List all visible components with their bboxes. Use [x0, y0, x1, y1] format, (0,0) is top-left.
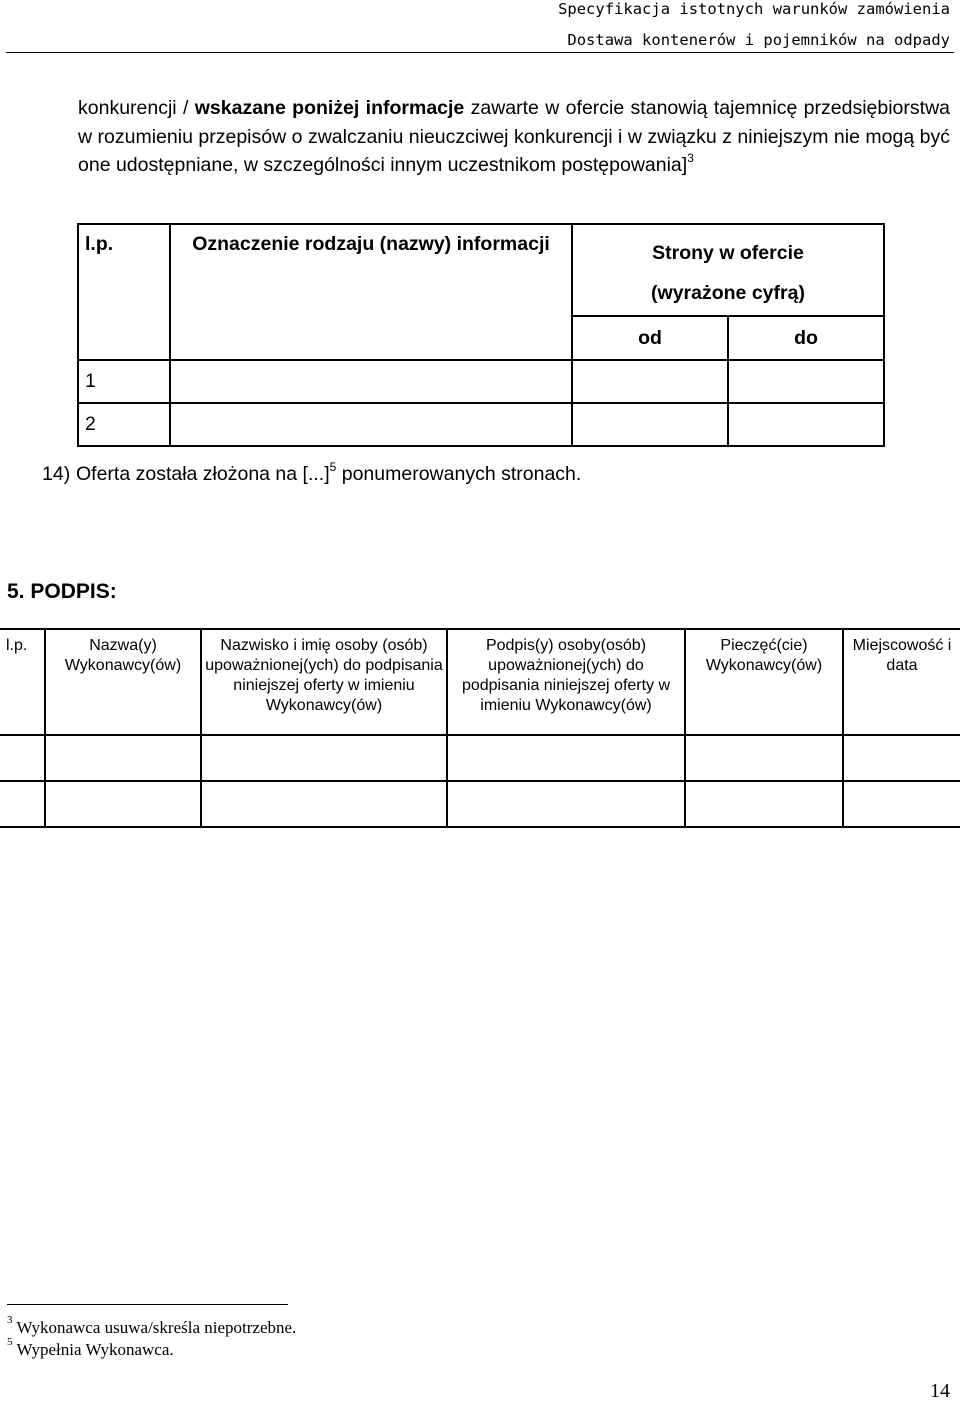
cell-to[interactable] [728, 360, 884, 403]
cell-info-name[interactable] [170, 360, 572, 403]
signature-table [0, 628, 960, 828]
footnote-divider [7, 1304, 288, 1305]
sig-header-lp: l.p. [0, 629, 45, 735]
sig-cell-lp[interactable] [0, 781, 45, 827]
sig-cell-lp[interactable] [0, 735, 45, 781]
sig-cell-stamp[interactable] [685, 735, 843, 781]
sig-cell-place-date[interactable] [843, 781, 960, 827]
footnote-ref-5: 5 [329, 459, 337, 474]
sig-header-person: Nazwisko i imię osoby (osób) upoważnionej(ych) do podpisania niniejszej oferty w imieniu Wykonawcy(ów) [201, 629, 447, 735]
sig-cell-contractor[interactable] [45, 735, 201, 781]
table-row [0, 781, 960, 827]
header-subject: Dostawa kontenerów i pojemników na odpady [567, 31, 950, 49]
header-spec-title: Specyfikacja istotnych warunków zamówienia [558, 0, 950, 18]
item-text-before: Oferta została złożona na [...] [76, 463, 330, 485]
sig-header-stamp: Pieczęć(cie) Wykonawcy(ów) [685, 629, 843, 735]
table-row [78, 360, 884, 403]
cell-to[interactable] [728, 403, 884, 446]
footnote-number: 3 [7, 1314, 13, 1327]
sig-cell-place-date[interactable] [843, 735, 960, 781]
footnote-text: Wykonawca usuwa/skreśla niepotrzebne. [16, 1318, 297, 1337]
footnote-3 [7, 1314, 297, 1338]
item-text-after: ponumerowanych stronach. [336, 463, 582, 485]
row-number: 1 [78, 360, 170, 403]
intro-text-end: zawarte w ofercie stanowią tajemnicę przedsiębiorstwa w rozumieniu przepisów o zwalczaniu nieuczciwej konkurencji i w związku z niniejszym nie mogą być one udostępniane, w szczególności innym uczestnikom postępowania] [78, 97, 950, 176]
table-row [78, 403, 884, 446]
footnote-ref-3: 3 [687, 150, 694, 165]
header-pages-line1: Strony w ofercie [652, 242, 804, 264]
table-row [0, 735, 960, 781]
sig-header-contractor: Nazwa(y) Wykonawcy(ów) [45, 629, 201, 735]
intro-paragraph [78, 94, 950, 180]
cell-from[interactable] [572, 403, 728, 446]
header-lp: l.p. [78, 224, 170, 360]
item-14 [42, 459, 582, 486]
sig-header-signature: Podpis(y) osoby(osób) upoważnionej(ych) do podpisania niniejszej oferty w imieniu Wykonawcy(ów) [447, 629, 685, 735]
sig-header-place-date: Miejscowość i data [843, 629, 960, 735]
page-number: 14 [930, 1380, 950, 1402]
sig-cell-signature[interactable] [447, 781, 685, 827]
footnote-5 [7, 1336, 174, 1360]
cell-from[interactable] [572, 360, 728, 403]
sig-cell-contractor[interactable] [45, 781, 201, 827]
sig-cell-signature[interactable] [447, 735, 685, 781]
header-pages-line2: (wyrażone cyfrą) [651, 282, 805, 304]
footnote-text: Wypełnia Wykonawca. [16, 1340, 174, 1359]
footnote-number: 5 [7, 1336, 13, 1349]
header-pages [572, 224, 884, 316]
header-from: od [572, 316, 728, 360]
section-title: 5. PODPIS: [7, 580, 117, 603]
sig-cell-stamp[interactable] [685, 781, 843, 827]
header-divider [6, 52, 954, 53]
header-info-name: Oznaczenie rodzaju (nazwy) informacji [170, 224, 572, 360]
row-number: 2 [78, 403, 170, 446]
item-number: 14) [42, 463, 71, 485]
intro-text-start: konkurencji / [78, 97, 195, 119]
cell-info-name[interactable] [170, 403, 572, 446]
sig-cell-person[interactable] [201, 735, 447, 781]
confidential-info-table [77, 223, 885, 447]
intro-bold-text: wskazane poniżej informacje [194, 97, 465, 119]
sig-cell-person[interactable] [201, 781, 447, 827]
header-to: do [728, 316, 884, 360]
